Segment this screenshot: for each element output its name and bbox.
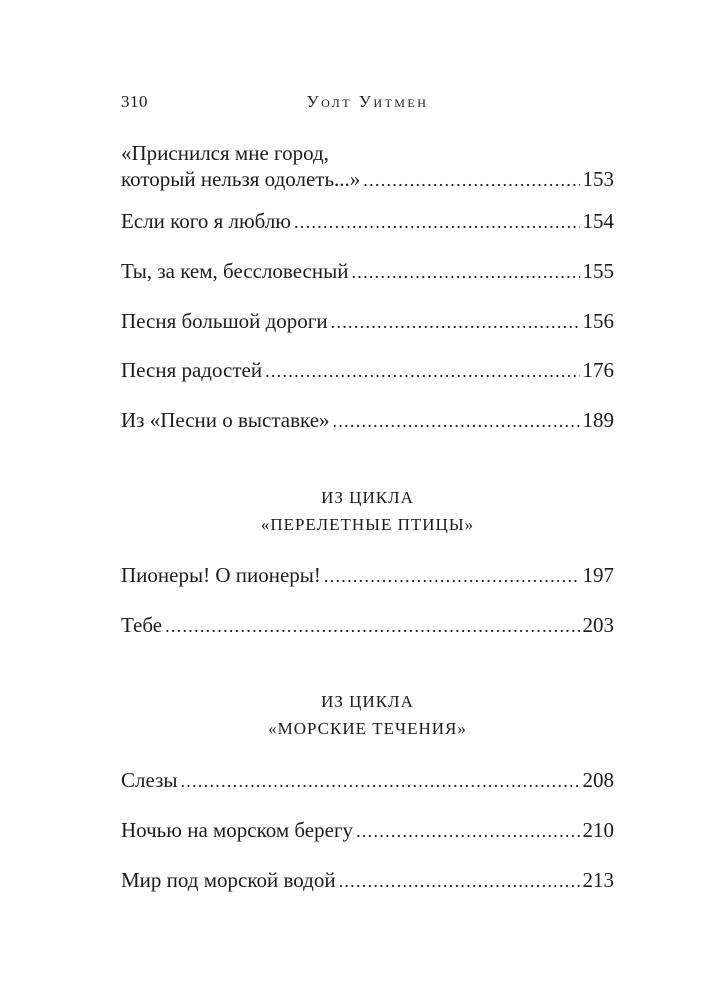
toc-entry-title: Ночью на морском берегу xyxy=(121,818,354,842)
toc-entry xyxy=(121,208,614,235)
section-heading-cycle-name: «МОРСКИЕ ТЕЧЕНИЯ» xyxy=(268,719,467,738)
section-heading xyxy=(121,688,614,742)
toc-entry-page: 210 xyxy=(582,818,614,842)
toc-entry xyxy=(121,258,614,285)
toc-entry xyxy=(121,817,614,844)
running-head xyxy=(121,92,614,116)
dot-leader xyxy=(356,818,579,844)
toc-entry-page: 213 xyxy=(582,868,614,892)
dot-leader xyxy=(294,209,580,235)
toc-entry-title: Ты, за кем, бессловесный xyxy=(121,259,349,283)
dot-leader xyxy=(165,613,579,639)
toc-entry-page: 153 xyxy=(582,167,614,191)
section-heading xyxy=(121,484,614,538)
dot-leader xyxy=(265,358,579,384)
toc-entry xyxy=(121,867,614,894)
toc-entry-title: Из «Песни о выставке» xyxy=(121,408,330,432)
toc-entry xyxy=(121,140,614,193)
toc-entry-page: 155 xyxy=(582,259,614,283)
toc-entry-page: 197 xyxy=(582,563,614,587)
toc-entry xyxy=(121,767,614,794)
toc-entry xyxy=(121,357,614,384)
toc-entry xyxy=(121,562,614,589)
toc-entry-title: Мир под морской водой xyxy=(121,868,336,892)
toc-entry-page: 154 xyxy=(582,209,614,233)
toc-entry xyxy=(121,308,614,335)
toc-entry-page: 203 xyxy=(582,613,614,637)
dot-leader xyxy=(180,768,579,794)
toc-entry-page: 156 xyxy=(582,309,614,333)
toc-entry-page: 208 xyxy=(582,768,614,792)
toc-entry-page: 176 xyxy=(582,358,614,382)
toc-entry-title-continued: который нельзя одолеть...» xyxy=(121,167,361,191)
dot-leader xyxy=(324,563,580,589)
toc-entry-title: Песня радостей xyxy=(121,358,263,382)
dot-leader xyxy=(351,259,579,285)
section-heading-label: ИЗ ЦИКЛА xyxy=(321,488,414,507)
toc-entry-title: Слезы xyxy=(121,768,178,792)
toc-entry-title: «Приснился мне город, xyxy=(121,141,329,165)
dot-leader xyxy=(339,868,580,894)
section-heading-label: ИЗ ЦИКЛА xyxy=(321,692,414,711)
toc-entry xyxy=(121,407,614,434)
page-number: 310 xyxy=(121,92,148,111)
toc-entry-page: 189 xyxy=(582,408,614,432)
author-name: Уолт Уитмен xyxy=(306,92,429,111)
toc-entry-title: Если кого я люблю xyxy=(121,209,291,233)
toc-entry xyxy=(121,612,614,639)
dot-leader xyxy=(331,309,580,335)
dot-leader xyxy=(363,167,579,193)
dot-leader xyxy=(333,408,580,434)
toc-entry-title: Тебе xyxy=(121,613,163,637)
toc-entry-title: Песня большой дороги xyxy=(121,309,328,333)
toc-entry-title: Пионеры! О пионеры! xyxy=(121,563,321,587)
section-heading-cycle-name: «ПЕРЕЛЕТНЫЕ ПТИЦЫ» xyxy=(260,515,475,534)
